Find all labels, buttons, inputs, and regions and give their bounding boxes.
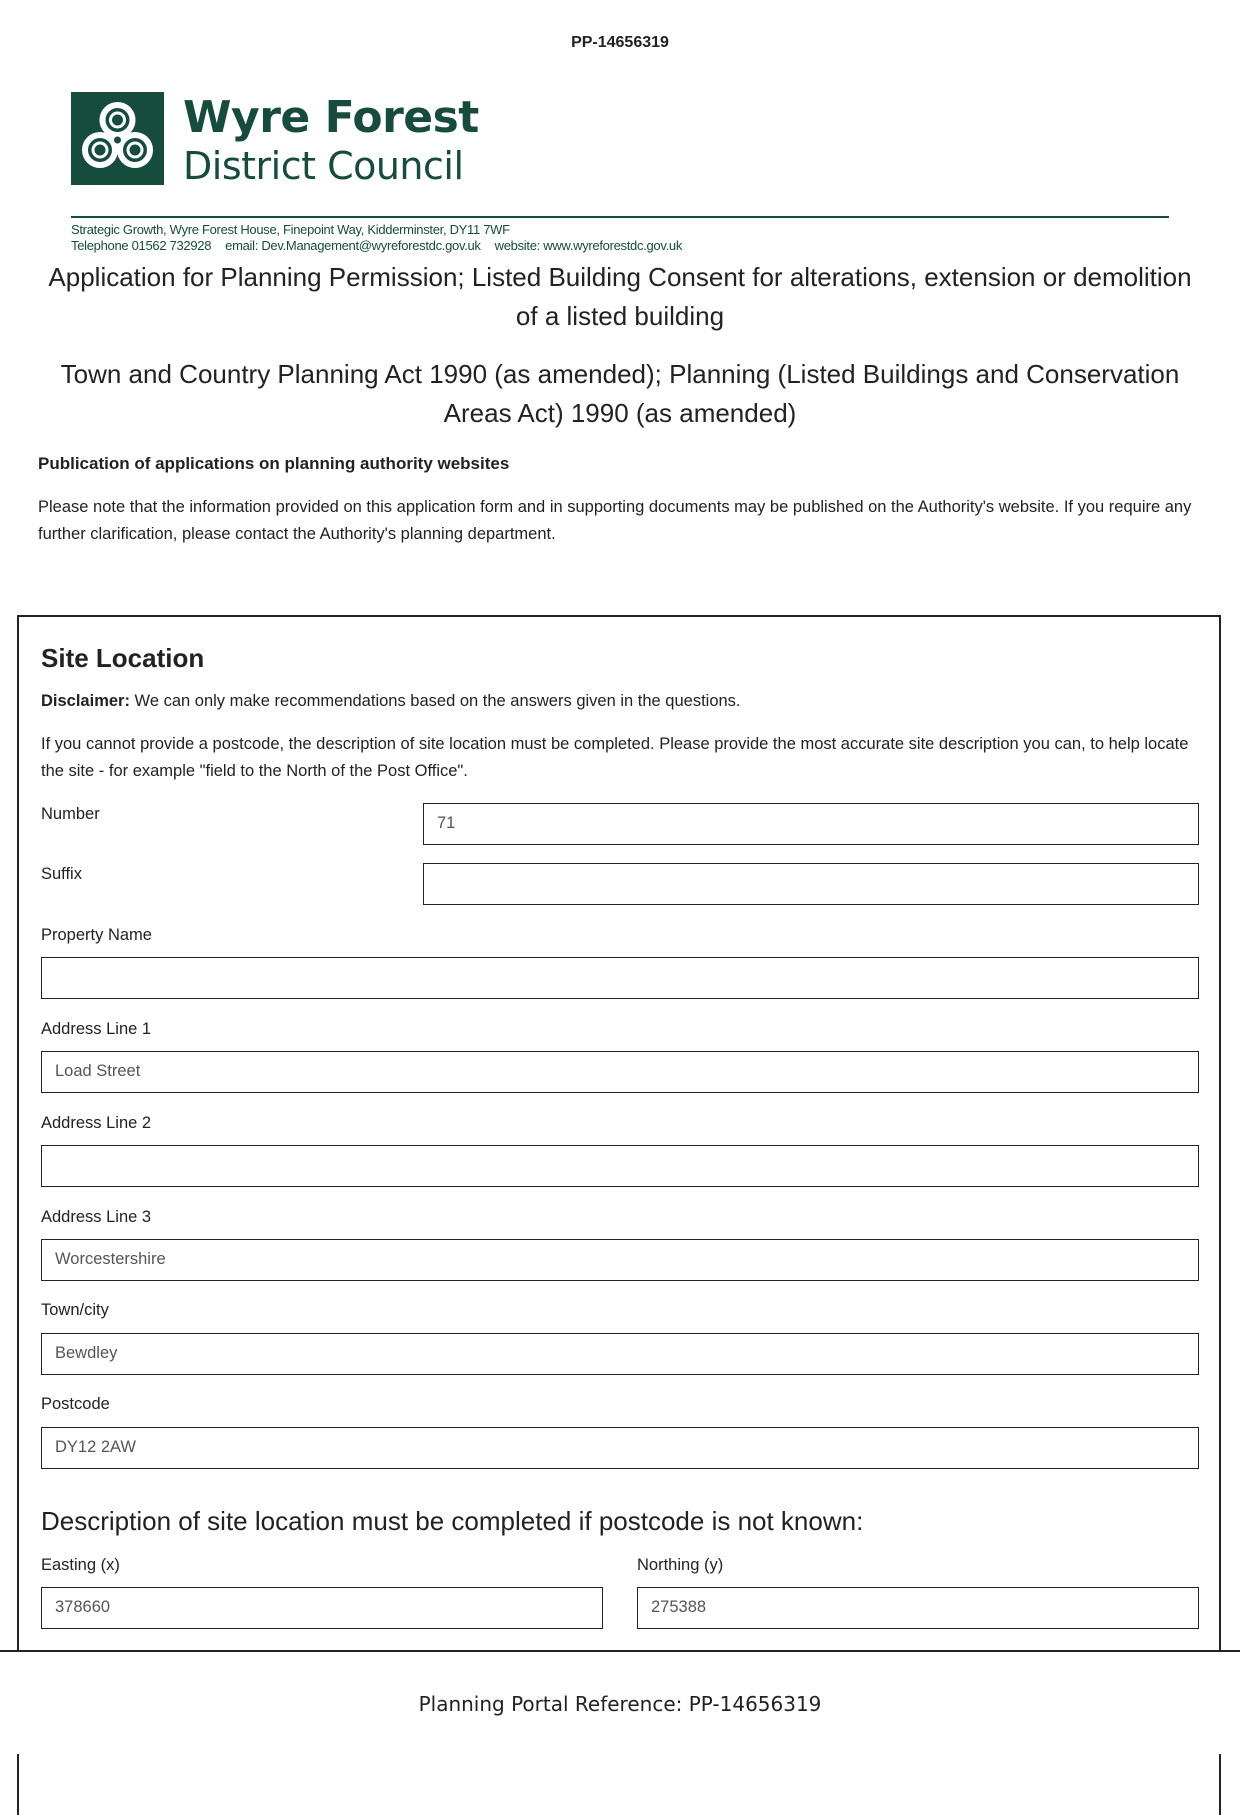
easting-label: Easting (x) — [41, 1556, 120, 1574]
header-divider — [71, 216, 1169, 218]
address-line1-label: Address Line 1 — [41, 1020, 152, 1038]
town-city-field[interactable]: Bewdley — [41, 1333, 1199, 1375]
address-line2-field[interactable] — [41, 1145, 1199, 1187]
page-reference-top: PP-14656319 — [571, 34, 669, 51]
northing-field[interactable]: 275388 — [637, 1587, 1199, 1629]
council-contact — [71, 222, 682, 254]
postcode-note: If you cannot provide a postcode, the description of site location must be completed. Please provide the most accurate site description you can, to help locate the site - for example "field to the North of the Post Office". — [41, 735, 1189, 780]
council-telephone: Telephone 01562 732928 — [71, 238, 212, 253]
footer-divider — [0, 1650, 1240, 1652]
publication-text: Please note that the information provided on this application form and in supporting documents may be published on the Authority's website. If you require any further clarification, please contact the Authority's planning department. — [38, 498, 1192, 543]
disclaimer-label: Disclaimer: — [41, 692, 130, 710]
council-name — [183, 92, 479, 188]
address-line3-field[interactable]: Worcestershire — [41, 1239, 1199, 1281]
postcode-label: Postcode — [41, 1395, 110, 1413]
property-name-label: Property Name — [41, 926, 152, 944]
council-name-line2: District Council — [183, 144, 464, 188]
address-line2-label: Address Line 2 — [41, 1114, 152, 1132]
suffix-field[interactable] — [423, 863, 1199, 905]
address-line3-label: Address Line 3 — [41, 1208, 152, 1226]
council-name-line1: Wyre Forest — [183, 92, 479, 143]
trefoil-logo-icon — [71, 92, 164, 185]
site-location-title: Site Location — [41, 643, 205, 673]
footer-reference: Planning Portal Reference: PP-14656319 — [418, 1692, 822, 1716]
disclaimer-text: We can only make recommendations based on the answers given in the questions. — [129, 692, 741, 710]
property-name-field[interactable] — [41, 957, 1199, 999]
council-website: website: www.wyreforestdc.gov.uk — [494, 238, 683, 253]
northing-label: Northing (y) — [637, 1556, 724, 1574]
town-city-label: Town/city — [41, 1301, 109, 1319]
postcode-field[interactable]: DY12 2AW — [41, 1427, 1199, 1469]
number-label: Number — [41, 805, 100, 823]
disclaimer — [41, 689, 741, 713]
site-location-panel — [17, 615, 1221, 1815]
publication-heading: Publication of applications on planning authority websites — [38, 454, 510, 473]
application-title: Application for Planning Permission; Listed Building Consent for alterations, extension or demolition of a listed building — [48, 262, 1192, 331]
address-line1-field[interactable]: Load Street — [41, 1051, 1199, 1093]
description-heading: Description of site location must be completed if postcode is not known: — [41, 1506, 864, 1536]
suffix-label: Suffix — [41, 865, 82, 883]
council-contact-line — [71, 238, 682, 254]
council-address: Strategic Growth, Wyre Forest House, Finepoint Way, Kidderminster, DY11 7WF — [71, 222, 510, 237]
legislation-title: Town and Country Planning Act 1990 (as amended); Planning (Listed Buildings and Conservation Areas Act) 1990 (as amended) — [60, 359, 1180, 428]
council-email: email: Dev.Management@wyreforestdc.gov.uk — [225, 238, 481, 253]
number-field[interactable]: 71 — [423, 803, 1199, 845]
easting-field[interactable]: 378660 — [41, 1587, 603, 1629]
